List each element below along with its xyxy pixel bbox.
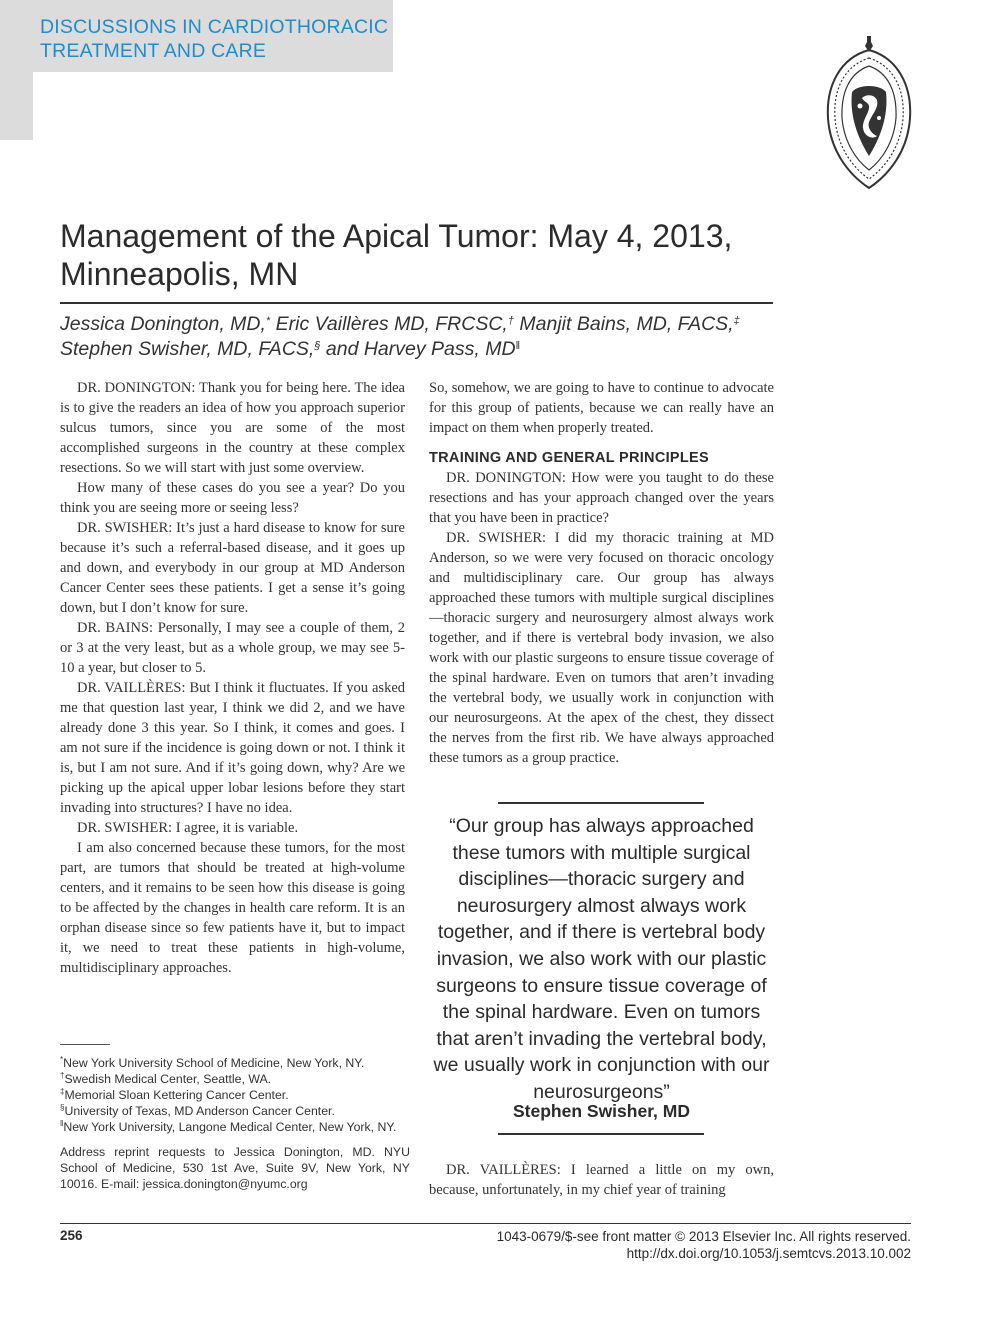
body-paragraph: I am also concerned because these tumors, for the most part, are tumors that should be treated at high-volume centers, and it remains to be seen how this disease is going to be affected by the changes in health care reform. It is an orphan disease since so few patients have it, but to impact it, we need to treat these patients in high-volume, multidisciplinary approaches. [60,840,405,976]
body-paragraph: How many of these cases do you see a year? Do you think you are seeing more or seeing less? [60,480,405,516]
page-number: 256 [60,1228,83,1243]
body-paragraph: DR. DONINGTON: Thank you for being here. The idea is to give the readers an idea of how you approach superior sulcus tumors, since you are some of the most accomplished surgeons in the country at these complex resections. So we will start with just some overview. [60,380,405,476]
footer-info [497,1228,911,1262]
pullquote-rule-top [498,802,704,804]
right-column-continued [429,1160,774,1200]
article-title [60,217,780,293]
footnote-text: New York University, Langone Medical Center, New York, NY. [63,1120,397,1134]
section-heading: TRAINING AND GENERAL PRINCIPLES [429,450,709,466]
left-column [60,378,405,978]
footnote-text: University of Texas, MD Anderson Cancer Center. [64,1104,335,1118]
author-name: Manjit Bains, MD, FACS, [519,313,734,335]
footnote-mark: § [60,1103,65,1112]
footnote-mark: * [60,1055,64,1064]
right-column [429,378,774,768]
footnote-mark: † [60,1071,65,1080]
footnote [60,1119,410,1135]
footnote-divider [60,1044,110,1045]
article-title-line1: Management of the Apical Tumor: May 4, 2013, [60,218,733,254]
footnote-mark: ‡ [60,1087,65,1096]
footnote [60,1055,410,1071]
footnote-text: Memorial Sloan Kettering Cancer Center. [64,1088,289,1102]
footnote [60,1087,410,1103]
reprint-address: Address reprint requests to Jessica Donington, MD. NYU School of Medicine, 530 1st Ave, Suite 9V, New York, NY 10016. E-mail: jessica.donington@nyumc.org [60,1145,410,1191]
author-name: Jessica Donington, MD, [60,313,266,335]
pullquote-rule-bottom [498,1133,704,1135]
body-paragraph: DR. SWISHER: It’s just a hard disease to know for sure because it’s such a referral-based disease, and it goes up and down, and everybody in our group at MD Anderson Cancer Center sees these patients. I get a sense it’s going down, but I don’t know for sure. [60,520,405,616]
author-name: Eric Vaillères MD, FRCSC, [275,313,508,335]
article-title-line2: Minneapolis, MN [60,256,299,292]
body-paragraph: DR. BAINS: Personally, I may see a couple of them, 2 or 3 at the very least, but as a whole group, we may see 5-10 a year, but closer to 5. [60,620,405,676]
footer-divider [60,1223,911,1224]
body-paragraph: DR. VAILLÈRES: I learned a little on my own, because, unfortunately, in my chief year of training [429,1162,774,1198]
author-mark: § [314,340,321,352]
author-name: and Harvey Pass, MD [325,338,516,360]
author-mark: * [265,315,271,327]
journal-name [40,15,390,63]
body-paragraph: DR. DONINGTON: How were you taught to do these resections and has your approach changed over the years that you have been in practice? [429,470,774,526]
body-paragraph: DR. SWISHER: I did my thoracic training at MD Anderson, so we were very focused on thoracic oncology and multidisciplinary care. Our group has always approached these tumors with multiple surgical disciplines—thoracic surgery and neurosurgery almost always work together, and if there is vertebral body invasion, we also work with our plastic surgeons to ensure tissue coverage of the spinal hardware. Even on tumors that aren’t invading the vertebral body, we usually work in conjunction with our neurosurgeons. At the apex of the chest, they dissect the nerves from the first rib. We have always approached these tumors as a group practice. [429,530,774,766]
body-paragraph: So, somehow, we are going to have to continue to advocate for this group of patients, because we can really have an impact on them when properly treated. [429,380,774,436]
footnotes [60,1055,410,1192]
footnote-text: Swedish Medical Center, Seattle, WA. [64,1072,272,1086]
journal-name-line2: TREATMENT AND CARE [40,40,267,62]
journal-banner-strip [0,72,33,140]
title-divider [60,302,773,304]
society-seal-icon [822,36,916,192]
pullquote-author: Stephen Swisher, MD [513,1101,690,1121]
doi-link[interactable]: http://dx.doi.org/10.1053/j.semtcvs.2013.10.002 [626,1246,911,1261]
body-paragraph: DR. SWISHER: I agree, it is variable. [77,820,299,836]
body-paragraph: DR. VAILLÈRES: But I think it fluctuates. If you asked me that question last year, I think we did 2, and we have already done 3 this year. So I think, it comes and goes. I am not sure if the incidence is going down or not. I think it is, but I am not sure. And if it’s going down, why? Are we picking up the apical upper lobar lesions before they start invading into structures? I have no idea. [60,680,405,816]
copyright-notice: 1043-0679/$-see front matter © 2013 Elsevier Inc. All rights reserved. [496,1229,911,1244]
footnote [60,1103,410,1119]
footnote-text: New York University School of Medicine, New York, NY. [63,1056,365,1070]
footnote [60,1071,410,1087]
footnote-mark: ‖ [60,1119,64,1128]
author-name: Stephen Swisher, MD, FACS, [60,338,315,360]
pullquote-text: “Our group has always approached these tumors with multiple surgical disciplines—thoracic surgery and neurosurgery almost always work together, and if there is vertebral body invasion, we also work with our plastic surgeons to ensure tissue coverage of the spinal hardware. Even on tumors that aren’t invading the vertebral body, we usually work in conjunction with our neurosurgeons” [433,815,770,1103]
journal-name-line1: DISCUSSIONS IN CARDIOTHORACIC [40,16,389,38]
author-list [60,312,773,362]
author-mark: ‡ [733,315,740,327]
author-mark: ‖ [515,340,521,352]
author-mark: † [507,315,514,327]
